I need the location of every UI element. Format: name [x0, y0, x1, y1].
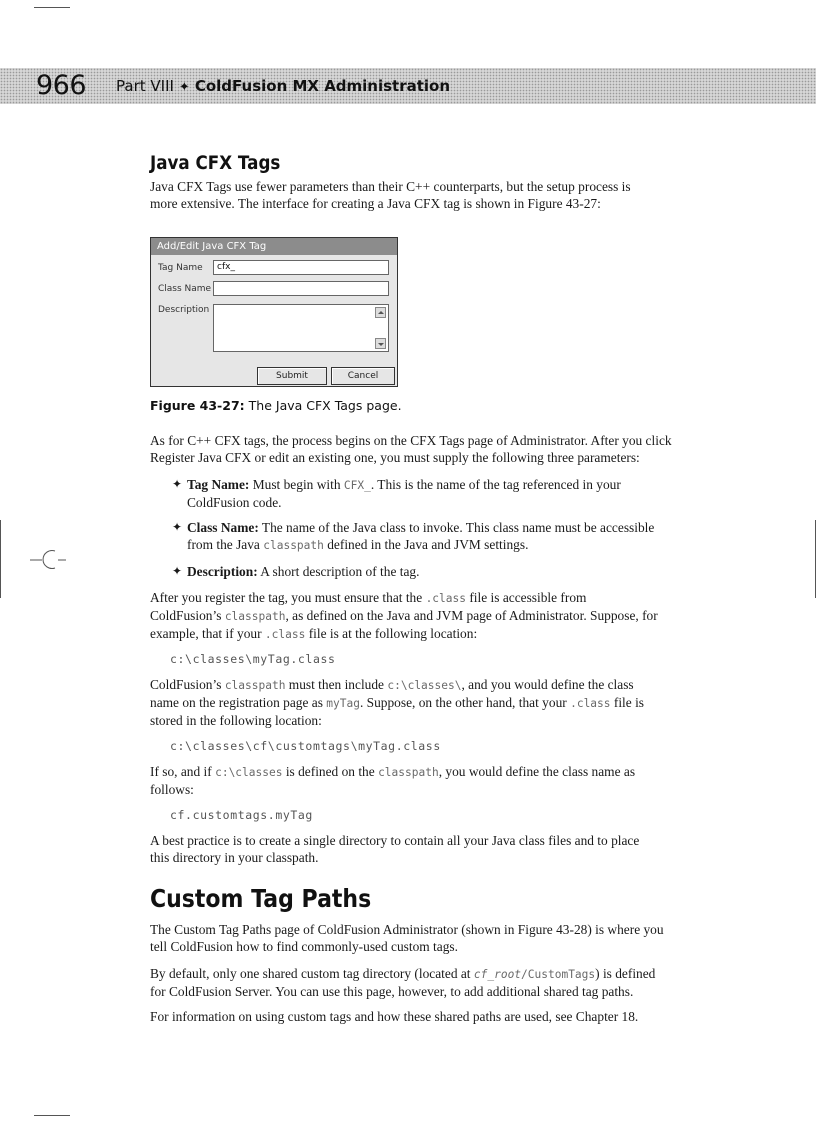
- paragraph: If so, and if c:\classes is defined on the classpath, you would define the class name as follows:: [150, 764, 636, 797]
- list-item: ✦ Tag Name: Must begin with CFX_. This is the name of the tag referenced in your ColdFusion code.: [172, 477, 621, 510]
- description-label: Description: [158, 305, 210, 315]
- figure-caption: Figure 43-27: The Java CFX Tags page.: [150, 398, 402, 413]
- bullet-icon: ✦: [172, 520, 183, 534]
- paragraph: A best practice is to create a single directory to contain all your Java class files and to place this directory in your classpath.: [150, 833, 640, 865]
- class-name-label: Class Name: [158, 284, 212, 294]
- crop-mark: [0, 520, 1, 598]
- code-line: cf.customtags.myTag: [170, 808, 313, 822]
- running-header-title: Part VIII ✦ ColdFusion MX Administration: [116, 77, 451, 95]
- code-line: c:\classes\cf\customtags\myTag.class: [170, 739, 441, 753]
- section-heading: Custom Tag Paths: [150, 884, 372, 913]
- description-textarea[interactable]: [213, 304, 389, 352]
- tag-name-input[interactable]: cfx_: [213, 260, 389, 275]
- cancel-button[interactable]: Cancel: [331, 367, 395, 385]
- paragraph: Java CFX Tags use fewer parameters than their C++ counterparts, but the setup process is more extensive. The interface for creating a Java CFX tag is shown in Figure 43-27:: [150, 179, 631, 211]
- paragraph: As for C++ CFX tags, the process begins on the CFX Tags page of Administrator. After you click Register Java CFX or edit an existing one, you must supply the following three parameters:: [150, 433, 672, 465]
- class-name-input[interactable]: [213, 281, 389, 296]
- paragraph: ColdFusion’s classpath must then include c:\classes\, and you would define the class name on the registration page as myTag. Suppose, on the other hand, that your .class file is stored in the following location:: [150, 677, 644, 728]
- paragraph: By default, only one shared custom tag directory (located at cf_root/CustomTags) is defined for ColdFusion Server. You can use this page, however, to add additional shared tag paths.: [150, 966, 656, 999]
- list-item: ✦ Class Name: The name of the Java class to invoke. This class name must be accessible from the Java classpath defined in the Java and JVM settings.: [172, 520, 655, 552]
- section-heading: Java CFX Tags: [150, 152, 281, 174]
- crop-mark: [34, 1115, 70, 1116]
- dialog-title: Add/Edit Java CFX Tag: [151, 238, 397, 255]
- submit-button[interactable]: Submit: [257, 367, 327, 385]
- scroll-up-icon[interactable]: [375, 307, 386, 318]
- paragraph: For information on using custom tags and how these shared paths are used, see Chapter 18.: [150, 1009, 639, 1024]
- paragraph: The Custom Tag Paths page of ColdFusion Administrator (shown in Figure 43-28) is where you tell ColdFusion how to find commonly-used custom tags.: [150, 922, 664, 954]
- paragraph: After you register the tag, you must ensure that the .class file is accessible from ColdFusion’s classpath, as defined on the Java and JVM page of Administrator. Suppose, for example, that if your .class file is at the following location:: [150, 590, 658, 641]
- registration-mark-icon: [28, 548, 68, 570]
- bullet-icon: ✦: [172, 564, 183, 578]
- crop-mark: [34, 7, 70, 8]
- list-item: ✦ Description: A short description of the tag.: [172, 564, 420, 579]
- java-cfx-tag-dialog: [150, 237, 398, 387]
- tag-name-label: Tag Name: [158, 263, 203, 273]
- bullet-icon: ✦: [172, 477, 183, 491]
- page-number: 966: [36, 70, 87, 101]
- code-line: c:\classes\myTag.class: [170, 652, 336, 666]
- scroll-down-icon[interactable]: [375, 338, 386, 349]
